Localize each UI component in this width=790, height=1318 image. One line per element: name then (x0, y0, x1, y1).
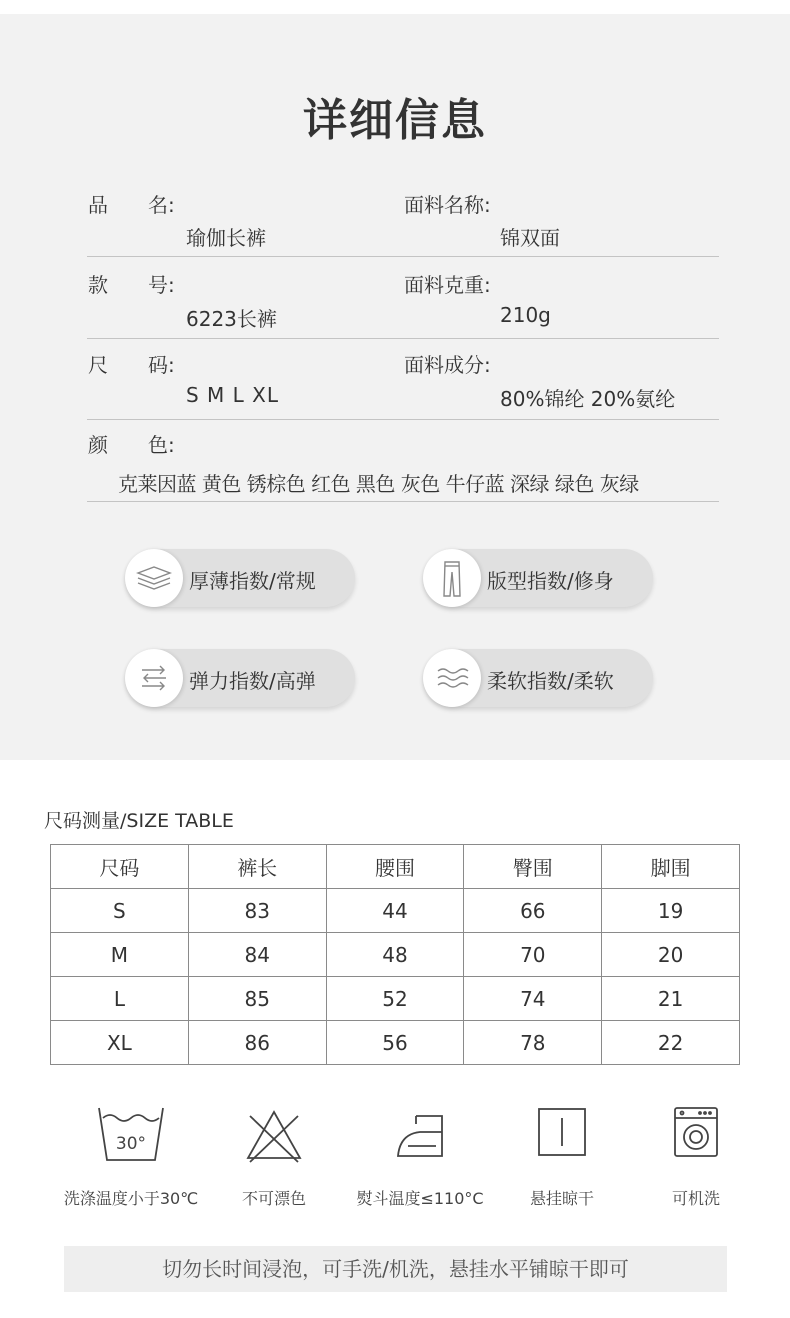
table-cell: L (51, 977, 189, 1021)
pants-icon (423, 549, 481, 607)
row-divider (87, 256, 719, 257)
table-cell: 56 (326, 1021, 464, 1065)
fabric-weight-value: 210g (500, 303, 551, 327)
table-header-row (51, 845, 740, 889)
style-no-value: 6223长裤 (186, 307, 277, 331)
page-title: 详细信息 (303, 95, 487, 146)
table-header: 裤长 (188, 845, 326, 889)
washing-machine-icon (672, 1106, 720, 1158)
softness-index-label: 柔软指数/柔软 (487, 669, 614, 693)
top-strip (0, 0, 790, 14)
care-wash (56, 1106, 206, 1208)
table-cell: 52 (326, 977, 464, 1021)
table-cell: 78 (464, 1021, 602, 1065)
iron-icon (390, 1106, 450, 1166)
fabric-weight-label: 面料克重: (404, 273, 491, 297)
softness-index-pill (423, 649, 653, 707)
table-header: 脚围 (602, 845, 740, 889)
table-row (51, 889, 740, 933)
table-header: 尺码 (51, 845, 189, 889)
stretch-index-pill (125, 649, 355, 707)
care-iron (345, 1106, 495, 1208)
fabric-name-label: 面料名称: (404, 193, 491, 217)
table-header: 腰围 (326, 845, 464, 889)
table-cell: XL (51, 1021, 189, 1065)
layers-icon (125, 549, 183, 607)
fit-index-pill (423, 549, 653, 607)
table-cell: 83 (188, 889, 326, 933)
line-dry-icon (536, 1106, 588, 1158)
table-cell: 66 (464, 889, 602, 933)
row-divider (87, 419, 719, 420)
table-cell: M (51, 933, 189, 977)
wash-temp: 30° (115, 1134, 147, 1154)
table-cell: 86 (188, 1021, 326, 1065)
table-cell: S (51, 889, 189, 933)
waves-icon (423, 649, 481, 707)
row-divider (87, 501, 719, 502)
table-row (51, 1021, 740, 1065)
size-label: 尺 码: (88, 353, 175, 377)
fabric-composition-label: 面料成分: (404, 353, 491, 377)
fabric-name-value: 锦双面 (500, 226, 560, 250)
iron-label: 熨斗温度≤110°C (356, 1189, 484, 1208)
table-cell: 22 (602, 1021, 740, 1065)
care-machine (621, 1106, 771, 1208)
machine-label: 可机洗 (671, 1189, 720, 1208)
table-cell: 19 (602, 889, 740, 933)
row-divider (87, 338, 719, 339)
fabric-composition-value: 80%锦纶 20%氨纶 (500, 387, 676, 411)
wash-label: 洗涤温度小于30℃ (63, 1189, 199, 1208)
product-name-label: 品 名: (88, 193, 175, 217)
table-cell: 84 (188, 933, 326, 977)
care-dry (487, 1106, 637, 1208)
care-bleach (199, 1106, 349, 1208)
table-cell: 21 (602, 977, 740, 1021)
care-notice: 切勿长时间浸泡，可手洗/机洗，悬挂水平铺晾干即可 (64, 1246, 727, 1292)
stretch-index-label: 弹力指数/高弹 (189, 669, 316, 693)
table-cell: 85 (188, 977, 326, 1021)
table-cell: 48 (326, 933, 464, 977)
table-cell: 20 (602, 933, 740, 977)
bleach-label: 不可漂色 (241, 1189, 306, 1208)
table-row (51, 933, 740, 977)
wash-tub-icon (95, 1106, 167, 1166)
table-header: 臀围 (464, 845, 602, 889)
table-cell: 44 (326, 889, 464, 933)
product-name-value: 瑜伽长裤 (186, 226, 266, 250)
stretch-arrows-icon (125, 649, 183, 707)
color-value: 克莱因蓝 黄色 锈棕色 红色 黑色 灰色 牛仔蓝 深绿 绿色 灰绿 (118, 472, 639, 496)
fit-index-label: 版型指数/修身 (487, 569, 614, 593)
table-row (51, 977, 740, 1021)
thickness-index-label: 厚薄指数/常规 (189, 569, 316, 593)
no-bleach-icon (244, 1106, 304, 1166)
style-no-label: 款 号: (88, 273, 175, 297)
size-value: S M L XL (186, 383, 280, 407)
color-label: 颜 色: (88, 433, 175, 457)
table-cell: 74 (464, 977, 602, 1021)
dry-label: 悬挂晾干 (529, 1189, 594, 1208)
thickness-index-pill (125, 549, 355, 607)
table-cell: 70 (464, 933, 602, 977)
size-table (50, 844, 740, 1065)
size-table-title: 尺码测量/SIZE TABLE (44, 810, 234, 832)
